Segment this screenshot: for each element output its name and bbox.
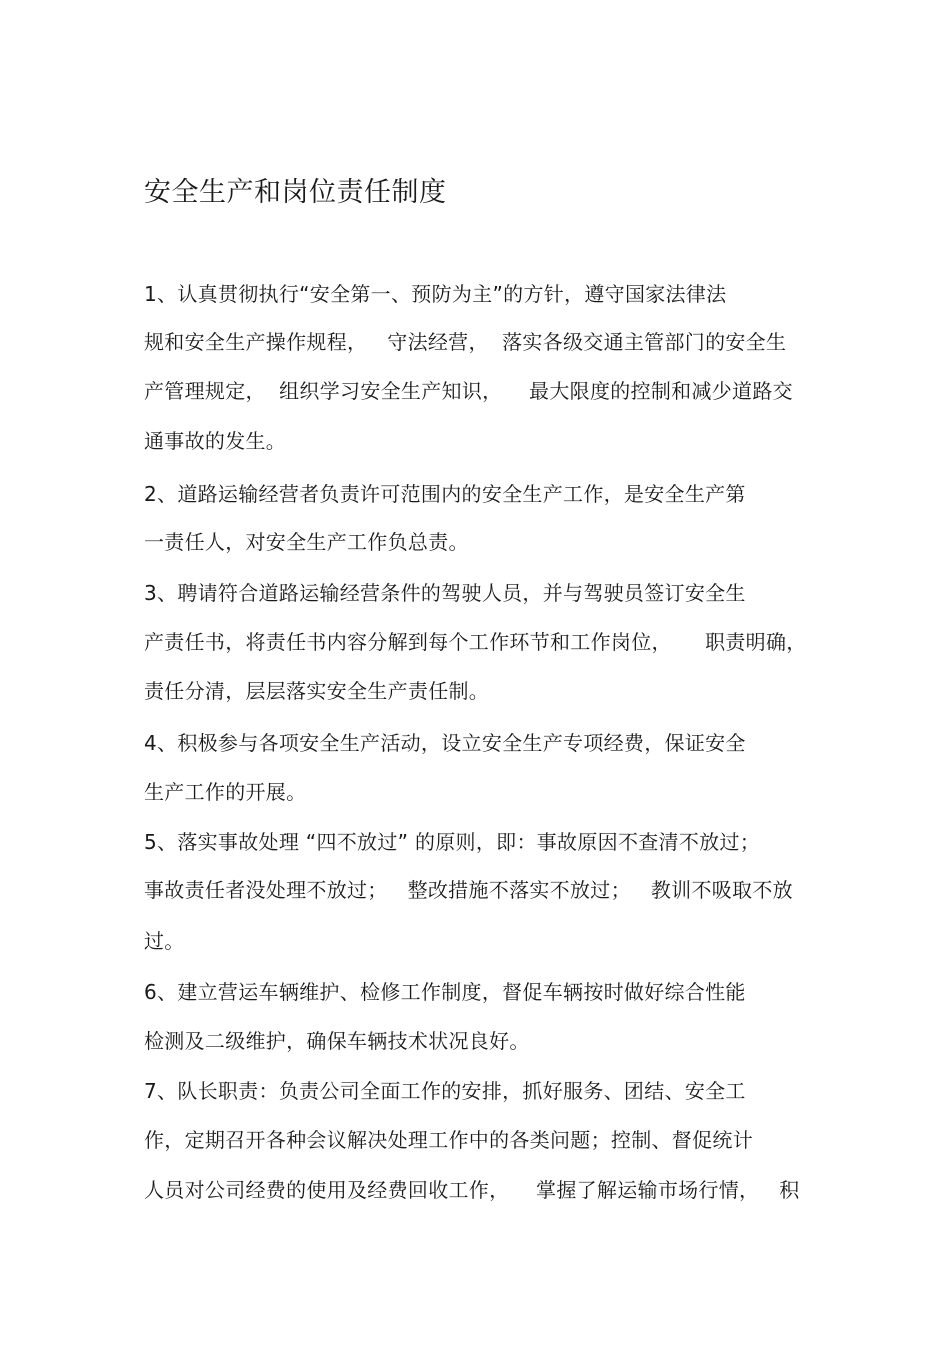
text-line: 3、聘请符合道路运输经营条件的驾驶人员，并与驾驶员签订安全生 [144, 581, 746, 605]
text-line: 过。 [144, 929, 185, 953]
text-line: 责任分清，层层落实安全生产责任制。 [144, 679, 490, 703]
text-line: 生产工作的开展。 [144, 780, 307, 804]
document-title: 安全生产和岗位责任制度 [144, 177, 447, 208]
text-line: 4、积极参与各项安全生产活动，设立安全生产专项经费，保证安全 [144, 731, 746, 755]
text-line: 6、建立营运车辆维护、检修工作制度，督促车辆按时做好综合性能 [144, 980, 746, 1004]
text-line: 产责任书，将责任书内容分解到每个工作环节和工作岗位， 职责明确， [144, 630, 807, 654]
text-line: 检测及二级维护，确保车辆技术状况良好。 [144, 1029, 530, 1053]
text-line: 产管理规定， 组织学习安全生产知识， 最大限度的控制和减少道路交 [144, 379, 793, 403]
text-line: 7、队长职责：负责公司全面工作的安排，抓好服务、团结、安全工 [144, 1079, 746, 1103]
text-line: 1、认真贯彻执行“安全第一、预防为主”的方针，遵守国家法律法 [144, 282, 727, 306]
text-line: 规和安全生产操作规程， 守法经营， 落实各级交通主管部门的安全生 [144, 330, 787, 354]
text-line: 2、道路运输经营者负责许可范围内的安全生产工作，是安全生产第 [144, 482, 746, 506]
text-line: 一责任人，对安全生产工作负总责。 [144, 530, 469, 554]
text-line: 人员对公司经费的使用及经费回收工作， 掌握了解运输市场行情， 积 [144, 1178, 800, 1202]
text-line: 作，定期召开各种会议解决处理工作中的各类问题；控制、督促统计 [144, 1128, 753, 1152]
text-line: 事故责任者没处理不放过； 整改措施不落实不放过； 教训不吸取不放 [144, 878, 793, 902]
text-line: 通事故的发生。 [144, 429, 287, 453]
text-line: 5、落实事故处理 “四不放过” 的原则，即：事故原因不查清不放过； [144, 830, 761, 854]
